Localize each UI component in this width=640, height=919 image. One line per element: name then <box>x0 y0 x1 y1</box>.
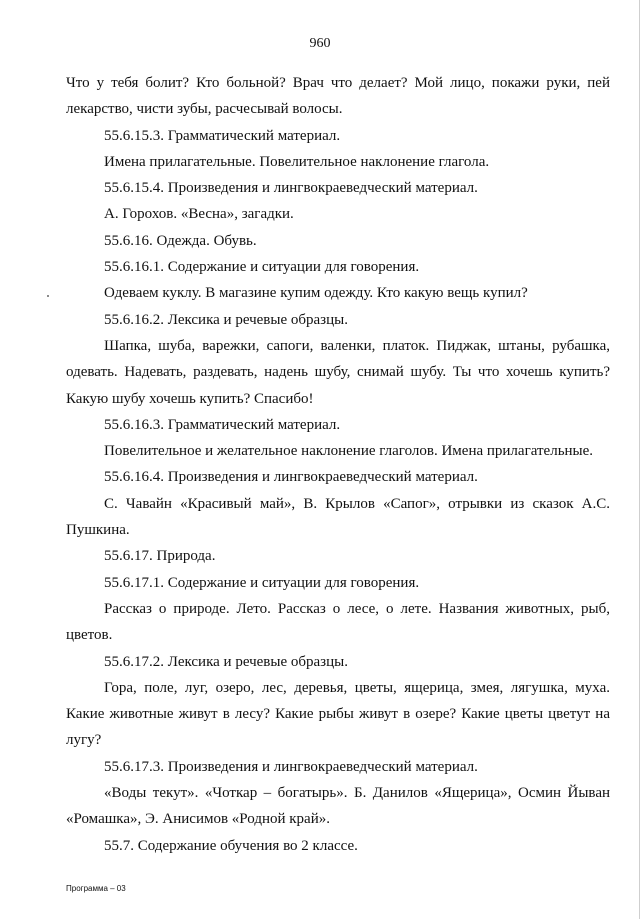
section-heading: 55.6.15.3. Грамматический материал. <box>104 127 341 144</box>
section-heading: 55.6.17.3. Произведения и лингвокраеведческий материал. <box>104 758 478 775</box>
paragraph: А. Горохов. «Весна», загадки. <box>104 206 294 223</box>
paragraph: Повелительное и желательное наклонение глаголов. Имена прилагательные. <box>104 443 594 460</box>
page-number: 960 <box>309 36 331 51</box>
paragraph: Рассказ о природе. Лето. Рассказ о лесе, о лете. Названия животных, рыб, цветов. <box>66 600 610 644</box>
paragraph: Одеваем куклу. В магазине купим одежду. Кто какую вещь купил? <box>104 285 528 302</box>
section-heading: 55.6.15.4. Произведения и лингвокраеведческий материал. <box>104 180 478 197</box>
section-heading: 55.6.16.3. Грамматический материал. <box>104 416 341 433</box>
section-heading: 55.6.16.4. Произведения и лингвокраеведческий материал. <box>104 469 478 486</box>
section-heading: 55.6.17.2. Лексика и речевые образцы. <box>104 653 348 670</box>
paragraph: Имена прилагательные. Повелительное наклонение глагола. <box>104 153 490 170</box>
section-heading: 55.6.16.1. Содержание и ситуации для говорения. <box>104 259 420 276</box>
paragraph: С. Чавайн «Красивый май», В. Крылов «Сапог», отрывки из сказок А.С. Пушкина. <box>66 495 610 539</box>
page-footer: Программа – 03 <box>66 884 126 893</box>
paragraph: «Воды текут». «Чоткар – богатырь». Б. Данилов «Ящерица», Осмин Йыван «Ромашка», Э. Анисимов «Родной край». <box>66 785 610 828</box>
section-heading: 55.6.17. Природа. <box>104 548 216 565</box>
scan-speck <box>47 295 49 297</box>
paragraph: Гора, поле, луг, озеро, лес, деревья, цветы, ящерица, змея, лягушка, муха. Какие животные живут в лесу? Какие рыбы живут в озере? Какие цветы цветут на лугу? <box>66 679 610 749</box>
section-heading: 55.6.17.1. Содержание и ситуации для говорения. <box>104 574 420 591</box>
paragraph: Шапка, шуба, варежки, сапоги, валенки, платок. Пиджак, штаны, рубашка, одевать. Надевать, раздевать, надень шубу, снимай шубу. Ты что хочешь купить? Какую шубу хочешь купить? Спасибо! <box>66 337 610 407</box>
section-heading: 55.6.16.2. Лексика и речевые образцы. <box>104 311 348 328</box>
section-heading: 55.6.16. Одежда. Обувь. <box>104 232 257 249</box>
paragraph: Что у тебя болит? Кто больной? Врач что делает? Мой лицо, покажи руки, пей лекарство, чисти зубы, расчесывай волосы. <box>66 75 610 118</box>
document-body <box>66 70 610 859</box>
section-heading: 55.7. Содержание обучения во 2 классе. <box>104 837 358 854</box>
